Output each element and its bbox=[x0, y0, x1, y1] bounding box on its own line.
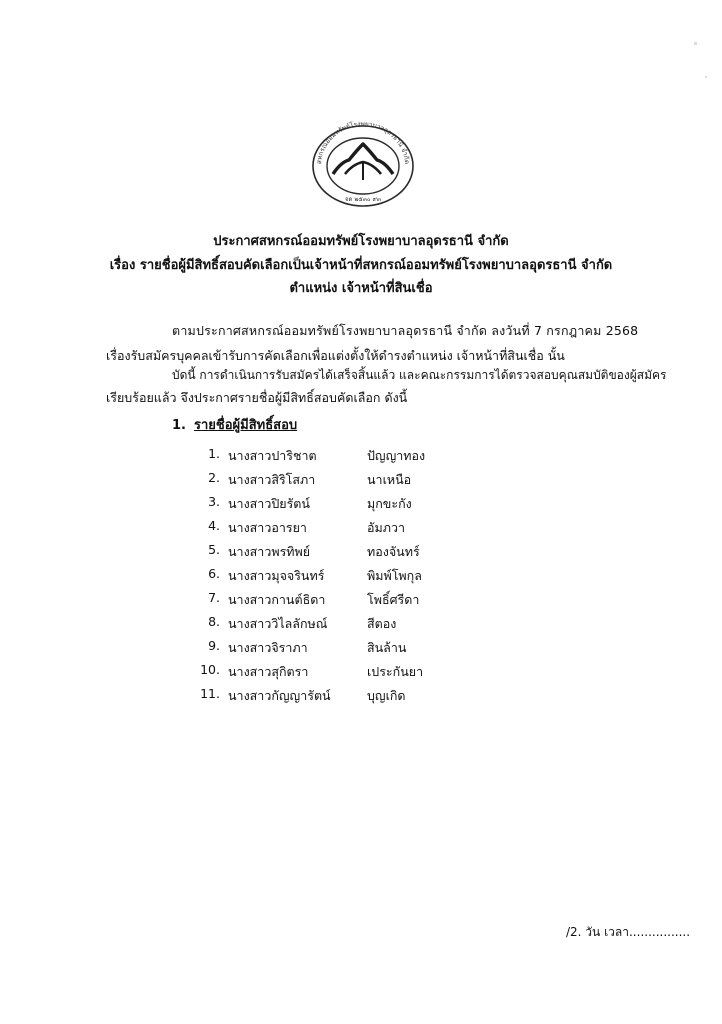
candidate-last-name: โพธิ์ศรีดา bbox=[367, 592, 420, 607]
next-page-note: /2. วัน เวลา................ bbox=[566, 925, 691, 939]
scan-speck bbox=[705, 76, 707, 78]
candidate-first-name: นางสาวสิริโสภา bbox=[228, 472, 316, 487]
candidate-last-name: อัมภวา bbox=[367, 520, 406, 535]
candidate-first-name: นางสาวจิราภา bbox=[228, 640, 308, 655]
candidate-number: 9. bbox=[208, 638, 220, 653]
candidate-number: 11. bbox=[200, 686, 220, 701]
cooperative-seal-logo bbox=[307, 118, 419, 208]
candidate-first-name: นางสาวกัญญารัตน์ bbox=[228, 688, 331, 703]
section-heading bbox=[172, 414, 297, 435]
announcement-subject: เรื่อง รายชื่อผู้มีสิทธิ์สอบคัดเลือกเป็นเจ้าหน้าที่สหกรณ์ออมทรัพย์โรงพยาบาลอุดรธานี จำกัด bbox=[109, 258, 613, 273]
candidate-first-name: นางสาววิไลลักษณ์ bbox=[228, 616, 328, 631]
candidate-last-name: ปัญญาทอง bbox=[367, 448, 426, 463]
candidate-first-name: นางสาวมุจจรินทร์ bbox=[228, 568, 325, 583]
candidate-number: 2. bbox=[208, 470, 220, 485]
scan-speck bbox=[694, 42, 697, 45]
paragraph-1-line-2: เรื่องรับสมัครบุคคลเข้ารับการคัดเลือกเพื่อแต่งตั้งให้ดำรงตำแหน่ง เจ้าหน้าที่สินเชื่อ นั้น bbox=[106, 348, 565, 363]
candidate-number: 1. bbox=[208, 446, 220, 461]
candidate-last-name: เประกันยา bbox=[367, 664, 424, 679]
announcement-title: ประกาศสหกรณ์ออมทรัพย์โรงพยาบาลอุดรธานี จำกัด bbox=[213, 234, 509, 249]
candidate-last-name: พิมพ์โพกุล bbox=[367, 568, 422, 583]
candidate-last-name: สีตอง bbox=[367, 616, 397, 631]
announcement-position: ตำแหน่ง เจ้าหน้าที่สินเชื่อ bbox=[289, 281, 433, 296]
paragraph-2-line-2: เรียบร้อยแล้ว จึงประกาศรายชื่อผู้มีสิทธิ์สอบคัดเลือก ดังนี้ bbox=[106, 390, 408, 405]
candidate-number: 5. bbox=[208, 542, 220, 557]
candidate-last-name: สินล้าน bbox=[367, 640, 407, 655]
candidate-number: 4. bbox=[208, 518, 220, 533]
candidate-first-name: นางสาวอารยา bbox=[228, 520, 307, 535]
section-title: รายชื่อผู้มีสิทธิ์สอบ bbox=[193, 418, 298, 433]
candidate-first-name: นางสาวสุกิตรา bbox=[228, 664, 309, 679]
seal-ring-text: สหกรณ์ออมทรัพย์โรงพยาบาลอุดรธานี จำกัด bbox=[315, 119, 411, 165]
seal-bottom-text: จด ๒๕๓๐ ๙๓ bbox=[345, 196, 381, 203]
paragraph-2-line-1: บัดนี้ การดำเนินการรับสมัครได้เสร็จสิ้นแล้ว และคณะกรรมการได้ตรวจสอบคุณสมบัติของผู้สมัคร bbox=[172, 368, 667, 382]
candidate-number: 6. bbox=[208, 566, 220, 581]
candidate-last-name: นาเหนือ bbox=[367, 472, 412, 487]
paragraph-1-line-1: ตามประกาศสหกรณ์ออมทรัพย์โรงพยาบาลอุดรธานี จำกัด ลงวันที่ 7 กรกฎาคม 2568 bbox=[172, 323, 639, 338]
candidate-first-name: นางสาวปาริชาต bbox=[228, 448, 317, 463]
candidate-last-name: มุกขะกัง bbox=[367, 496, 412, 511]
candidate-number: 7. bbox=[208, 590, 220, 605]
candidate-last-name: ทองจันทร์ bbox=[367, 544, 420, 559]
svg-text:สหกรณ์ออมทรัพย์โรงพยาบาลอุดรธา bbox=[315, 120, 411, 164]
candidate-first-name: นางสาวกานต์ธิดา bbox=[228, 592, 326, 607]
candidate-number: 3. bbox=[208, 494, 220, 509]
section-number: 1. bbox=[172, 418, 186, 433]
candidate-number: 8. bbox=[208, 614, 220, 629]
candidate-first-name: นางสาวพรทิพย์ bbox=[228, 544, 311, 559]
candidate-number: 10. bbox=[200, 662, 220, 677]
candidate-first-name: นางสาวปิยรัตน์ bbox=[228, 496, 310, 511]
candidate-last-name: บุญเกิด bbox=[367, 688, 406, 703]
